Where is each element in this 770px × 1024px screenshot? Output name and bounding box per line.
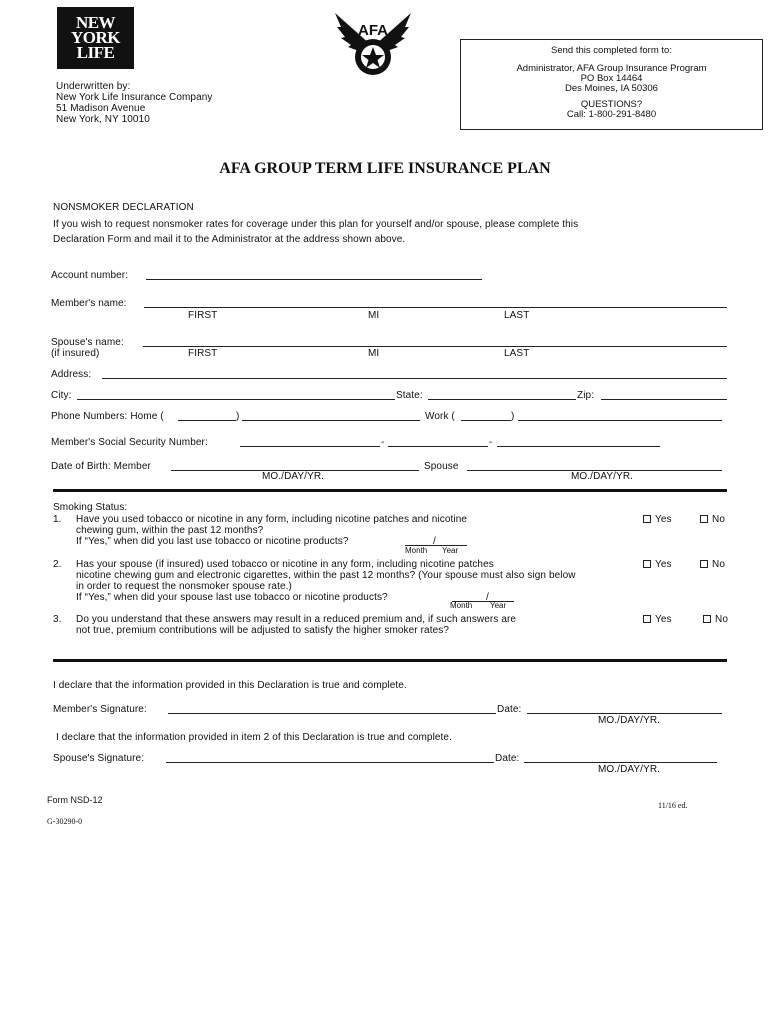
q3-no-checkbox[interactable] — [703, 615, 711, 623]
q2-year-caption: Year — [490, 601, 507, 610]
q1-month-caption: Month — [405, 546, 428, 555]
ssn-dash-1: - — [381, 437, 385, 448]
spouse-date-format: MO./DAY/YR. — [598, 764, 661, 775]
dob-member-label: Date of Birth: Member — [51, 461, 151, 472]
state-input[interactable] — [428, 399, 576, 400]
spouse-signature-input[interactable] — [166, 762, 494, 763]
q3-yes-checkbox[interactable] — [643, 615, 651, 623]
send-title: Send this completed form to: — [551, 45, 672, 56]
q1-no-option[interactable] — [700, 514, 725, 525]
form-number: Form NSD-12 — [47, 795, 103, 805]
member-mi-caption: MI — [368, 310, 380, 321]
address-input[interactable] — [102, 378, 727, 379]
q3-line-2: not true, premium contributions will be adjusted to satisfy the higher smoker rates? — [76, 625, 450, 636]
work-paren-close: ) — [511, 411, 515, 422]
q2-yes-label: Yes — [655, 559, 672, 570]
q1-year-caption: Year — [442, 546, 459, 555]
member-date-label: Date: — [497, 704, 522, 715]
q1-line-2: chewing gum, within the past 12 months? — [76, 525, 264, 536]
home-area-code-input[interactable] — [178, 420, 236, 421]
q2-no-checkbox[interactable] — [700, 560, 708, 568]
q1-no-checkbox[interactable] — [700, 515, 708, 523]
zip-label: Zip: — [577, 390, 595, 401]
spouse-date-input[interactable] — [524, 762, 717, 763]
if-insured-label: (if insured) — [51, 348, 100, 359]
ssn-dash-2: - — [489, 437, 493, 448]
spouse-declaration: I declare that the information provided in item 2 of this Declaration is true and complete. — [56, 732, 452, 743]
q3-yes-label: Yes — [655, 614, 672, 625]
state-label: State: — [396, 390, 423, 401]
phone-label: Phone Numbers: Home ( — [51, 411, 164, 422]
spouse-date-label: Date: — [495, 753, 520, 764]
q1-line-1: Have you used tobacco or nicotine in any form, including nicotine patches and nicotine — [76, 514, 468, 525]
member-declaration: I declare that the information provided in this Declaration is true and complete. — [53, 680, 407, 691]
q2-line-1: Has your spouse (if insured) used tobacco or nicotine in any form, including nicotine patches — [76, 559, 494, 570]
member-signature-input[interactable] — [168, 713, 496, 714]
spouse-mi-caption: MI — [368, 348, 380, 359]
q3-yes-option[interactable] — [643, 614, 672, 625]
logo-line-2: YORK — [71, 28, 120, 47]
q3-no-label: No — [715, 614, 728, 625]
member-signature-label: Member's Signature: — [53, 704, 147, 715]
work-label: Work ( — [425, 411, 455, 422]
q2-number: 2. — [53, 559, 62, 570]
dob-spouse-format: MO./DAY/YR. — [571, 471, 634, 482]
q3-number: 3. — [53, 614, 62, 625]
intro-line-1: If you wish to request nonsmoker rates for coverage under this plan for yourself and/or spouse, please complete this — [53, 219, 579, 230]
q1-date-slash: / — [433, 536, 436, 547]
form-title: AFA GROUP TERM LIFE INSURANCE PLAN — [219, 160, 551, 177]
member-last-caption: LAST — [504, 310, 530, 321]
q1-line-3: If “Yes,” when did you last use tobacco or nicotine products? — [76, 536, 349, 547]
logo-line-3: LIFE — [76, 43, 115, 62]
member-date-input[interactable] — [527, 713, 722, 714]
q1-no-label: No — [712, 514, 725, 525]
account-label: Account number: — [51, 270, 129, 281]
underwriter-street: 51 Madison Avenue — [56, 103, 146, 114]
new-york-life-logo — [57, 7, 134, 69]
q2-line-2: nicotine chewing gum and electronic cigarettes, within the past 12 months? (Your spouse must also sign below — [76, 570, 576, 581]
edition-date: 11/16 ed. — [658, 801, 688, 810]
q1-yes-checkbox[interactable] — [643, 515, 651, 523]
svg-text:AFA: AFA — [358, 22, 388, 39]
underwriter-city: New York, NY 10010 — [56, 114, 150, 125]
address-label: Address: — [51, 369, 92, 380]
underwriter-block — [56, 81, 213, 125]
logo-line-1: NEW — [75, 13, 116, 32]
smoking-heading: Smoking Status: — [53, 502, 128, 513]
section-divider-2 — [53, 659, 727, 662]
member-first-caption: FIRST — [188, 310, 218, 321]
spouse-signature-label: Spouse's Signature: — [53, 753, 145, 764]
q1-yes-option[interactable] — [643, 514, 672, 525]
administrator-line: Administrator, AFA Group Insurance Program — [516, 63, 707, 74]
q2-month-caption: Month — [450, 601, 473, 610]
afa-emblem — [331, 5, 415, 79]
spouse-name-label: Spouse's name: — [51, 337, 124, 348]
q3-line-1: Do you understand that these answers may result in a reduced premium and, if such answers are — [76, 614, 517, 625]
q1-yes-label: Yes — [655, 514, 672, 525]
send-to-box — [460, 39, 763, 130]
q2-yes-checkbox[interactable] — [643, 560, 651, 568]
member-name-label: Member's name: — [51, 298, 127, 309]
q3-no-option[interactable] — [703, 614, 728, 625]
form-code: G-30290-0 — [47, 817, 83, 826]
ssn-part-3-input[interactable] — [497, 446, 660, 447]
home-paren-close: ) — [236, 411, 240, 422]
spouse-first-caption: FIRST — [188, 348, 218, 359]
dob-member-format: MO./DAY/YR. — [262, 471, 325, 482]
underwritten-by: Underwritten by: — [56, 81, 131, 92]
q1-number: 1. — [53, 514, 62, 525]
dob-spouse-label: Spouse — [424, 461, 459, 472]
ssn-part-1-input[interactable] — [240, 446, 380, 447]
spouse-name-input[interactable] — [143, 346, 727, 347]
work-phone-input[interactable] — [518, 420, 722, 421]
phone-number: Call: 1-800-291-8480 — [566, 109, 657, 120]
questions-label: QUESTIONS? — [580, 99, 643, 110]
home-phone-input[interactable] — [242, 420, 420, 421]
admin-city-line: Des Moines, IA 50306 — [565, 83, 658, 94]
section-heading: NONSMOKER DECLARATION — [53, 202, 194, 213]
spouse-last-caption: LAST — [504, 348, 530, 359]
work-area-code-input[interactable] — [461, 420, 511, 421]
q2-no-option[interactable] — [700, 559, 725, 570]
q2-yes-option[interactable] — [643, 559, 672, 570]
q2-line-4: If “Yes,” when did your spouse last use tobacco or nicotine products? — [76, 592, 388, 603]
ssn-label: Member's Social Security Number: — [51, 437, 208, 448]
afa-wings-icon — [331, 5, 415, 79]
section-divider-1 — [53, 489, 727, 492]
member-name-input[interactable] — [144, 307, 727, 308]
account-input[interactable] — [146, 279, 482, 280]
city-input[interactable] — [77, 399, 395, 400]
q2-line-3: in order to request the nonsmoker spouse rate.) — [76, 581, 292, 592]
q2-date-slash: / — [486, 592, 489, 603]
q2-no-label: No — [712, 559, 725, 570]
intro-line-2: Declaration Form and mail it to the Administrator at the address shown above. — [53, 234, 406, 245]
po-box-line: PO Box 14464 — [580, 73, 643, 84]
member-date-format: MO./DAY/YR. — [598, 715, 661, 726]
underwriter-company: New York Life Insurance Company — [56, 92, 213, 103]
zip-input[interactable] — [601, 399, 727, 400]
city-label: City: — [51, 390, 72, 401]
ssn-part-2-input[interactable] — [388, 446, 488, 447]
